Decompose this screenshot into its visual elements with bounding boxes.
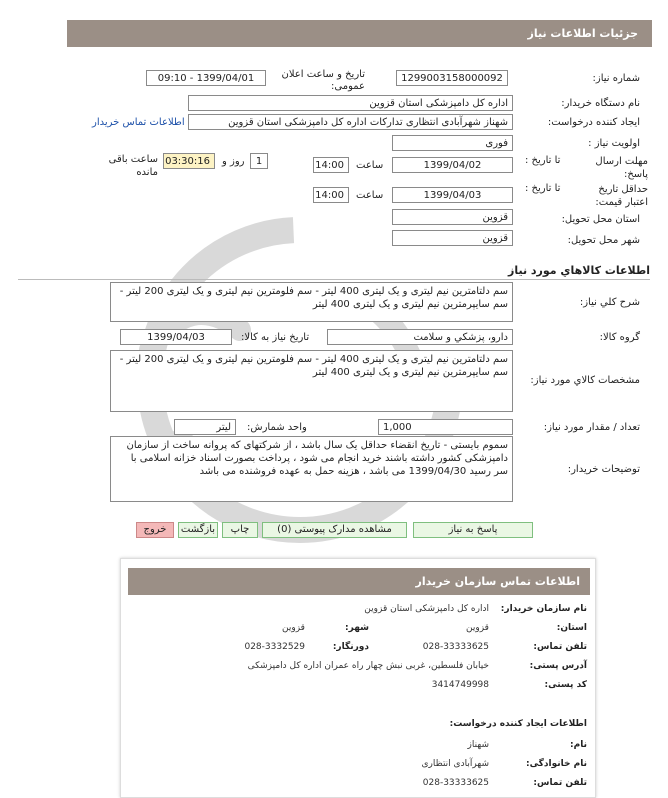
goods-divider — [18, 279, 650, 280]
summary-label: شرح کلي نياز: — [579, 297, 640, 308]
contact-org-label: نام سازمان خریدار: — [500, 604, 587, 614]
creator-phone-label: تلفن تماس: — [533, 778, 587, 788]
validity-time-label: ساعت — [356, 190, 384, 201]
contact-address-label: آدرس پستی: — [529, 661, 587, 671]
need-number-field: 1299003158000092 — [396, 70, 508, 86]
announce-label: تاریخ و ساعت اعلان عمومی: — [281, 69, 365, 92]
notes-label: توضيحات خريدار: — [567, 464, 640, 475]
print-button[interactable]: چاپ — [222, 522, 258, 538]
remaining-time-field: 03:30:16 — [163, 153, 215, 169]
priority-field: فوری — [392, 135, 513, 151]
buyer-org-label: نام دستگاه خريدار: — [561, 98, 640, 109]
contact-card — [120, 558, 596, 798]
unit-label: واحد شمارش: — [247, 422, 307, 433]
deadline-to-date-label: تا تاريخ : — [525, 155, 561, 166]
specs-field: سم دلتامترین نیم لیتری و یک لیتری 400 لیتر - سم فلومترین نیم لیتری و یک لیتری 200 لیتر - سم سایپرمترین نیم لیتری و یک لیتری 400 لیتر — [110, 350, 513, 412]
qty-label: تعداد / مقدار مورد نیاز: — [543, 422, 640, 433]
specs-label: مشخصات کالاي مورد نياز: — [530, 375, 640, 386]
validity-label: حداقل تاريخ اعتبار قيمت: — [595, 184, 648, 208]
reply-button[interactable]: پاسخ به نیاز — [413, 522, 533, 538]
exit-button[interactable]: خروج — [136, 522, 174, 538]
remaining-label: ساعت باقی مانده — [108, 154, 158, 178]
summary-field: سم دلتامترین نیم لیتری و یک لیتری 400 لیتر - سم فلومترین نیم لیتری و یک لیتری 200 لیتر - سم سایپرمترین نیم لیتری و یک لیتری 400 لیتر — [110, 282, 513, 322]
validity-to-date-label: تا تاريخ : — [525, 183, 561, 194]
deadline-time-field: 14:00 — [313, 157, 349, 173]
group-field: دارو، پزشکي و سلامت — [327, 329, 513, 345]
creator-field: شهناز شهرآبادی انتظاری تدارکات اداره کل دامپزشکی استان قزوین — [188, 114, 513, 130]
priority-label: اولويت نياز : — [588, 138, 640, 149]
province-label: استان محل تحويل: — [561, 214, 640, 225]
contact-phone-value: 028-33333625 — [422, 642, 489, 652]
contact-card-title: اطلاعات تماس سازمان خریدار — [128, 568, 590, 595]
contact-fax-label: دورنگار: — [332, 642, 369, 652]
deadline-date-field: 1399/04/02 — [392, 157, 513, 173]
contact-fax-value: 028-3332529 — [244, 642, 305, 652]
validity-time-field: 14:00 — [313, 187, 349, 203]
city-label: شهر محل تحويل: — [567, 235, 640, 246]
contact-city-value: قزوین — [282, 623, 305, 633]
page-header: جزئيات اطلاعات نياز — [67, 20, 652, 47]
attachments-button[interactable]: مشاهده مدارک پیوستی (0) — [262, 522, 407, 538]
contact-city-label: شهر: — [345, 623, 369, 633]
validity-date-field: 1399/04/03 — [392, 187, 513, 203]
creator-label: ایجاد کننده درخواست: — [547, 117, 640, 128]
goods-section-title: اطلاعات کالاهاي مورد نياز — [508, 264, 650, 277]
province-field: قزوین — [392, 209, 513, 225]
need-date-field: 1399/04/03 — [120, 329, 232, 345]
back-button[interactable]: بازگشت — [178, 522, 218, 538]
need-number-label: شماره نیاز: — [592, 73, 640, 84]
group-label: گروه کالا: — [599, 332, 640, 343]
contact-phone-label: تلفن تماس: — [533, 642, 587, 652]
creator-section-title: اطلاعات ایجاد کننده درخواست: — [449, 719, 587, 729]
unit-field: لیتر — [174, 419, 236, 435]
contact-org-value: اداره کل دامپزشکی استان قزوین — [364, 604, 489, 614]
contact-province-value: قزوین — [466, 623, 489, 633]
contact-postal-value: 3414749998 — [431, 680, 489, 690]
deadline-time-label: ساعت — [356, 160, 384, 171]
creator-family-value: شهرآبادی انتظاری — [421, 759, 489, 769]
announce-field: 1399/04/01 - 09:10 — [146, 70, 266, 86]
deadline-label: مهلت ارسال پاسخ: — [595, 156, 648, 180]
creator-phone-value: 028-33333625 — [422, 778, 489, 788]
need-date-label: تاريخ نياز به کالا: — [241, 332, 310, 343]
contact-postal-label: کد پستی: — [544, 680, 587, 690]
day-word-label: روز و — [222, 156, 245, 167]
creator-name-value: شهناز — [467, 740, 489, 750]
contact-province-label: استان: — [556, 623, 587, 633]
creator-family-label: نام خانوادگی: — [525, 759, 587, 769]
qty-field: 1,000 — [378, 419, 513, 435]
days-field: 1 — [250, 153, 268, 169]
city-field: قزوین — [392, 230, 513, 246]
creator-name-label: نام: — [570, 740, 587, 750]
buyer-org-field: اداره کل دامپزشکی استان قزوین — [188, 95, 513, 111]
contact-address-value: خیابان فلسطین، غربی نبش چهار راه عمران اداره کل دامپزشکی — [247, 661, 489, 671]
notes-field: سموم بایستی - تاریخ انقضاء حداقل یک سال باشد ، از شرکتهای که پروانه ساخت از سازمان دامپزشکی کشور داشته باشند خرید انجام می شود ، پرداخت بصورت اسناد خزانه اسلامی با سر رسید 1399/04/30 می باشد ، هزینه حمل به عهده فروشنده می باشد — [110, 436, 513, 502]
buyer-contact-link[interactable]: اطلاعات تماس خریدار — [92, 117, 185, 128]
